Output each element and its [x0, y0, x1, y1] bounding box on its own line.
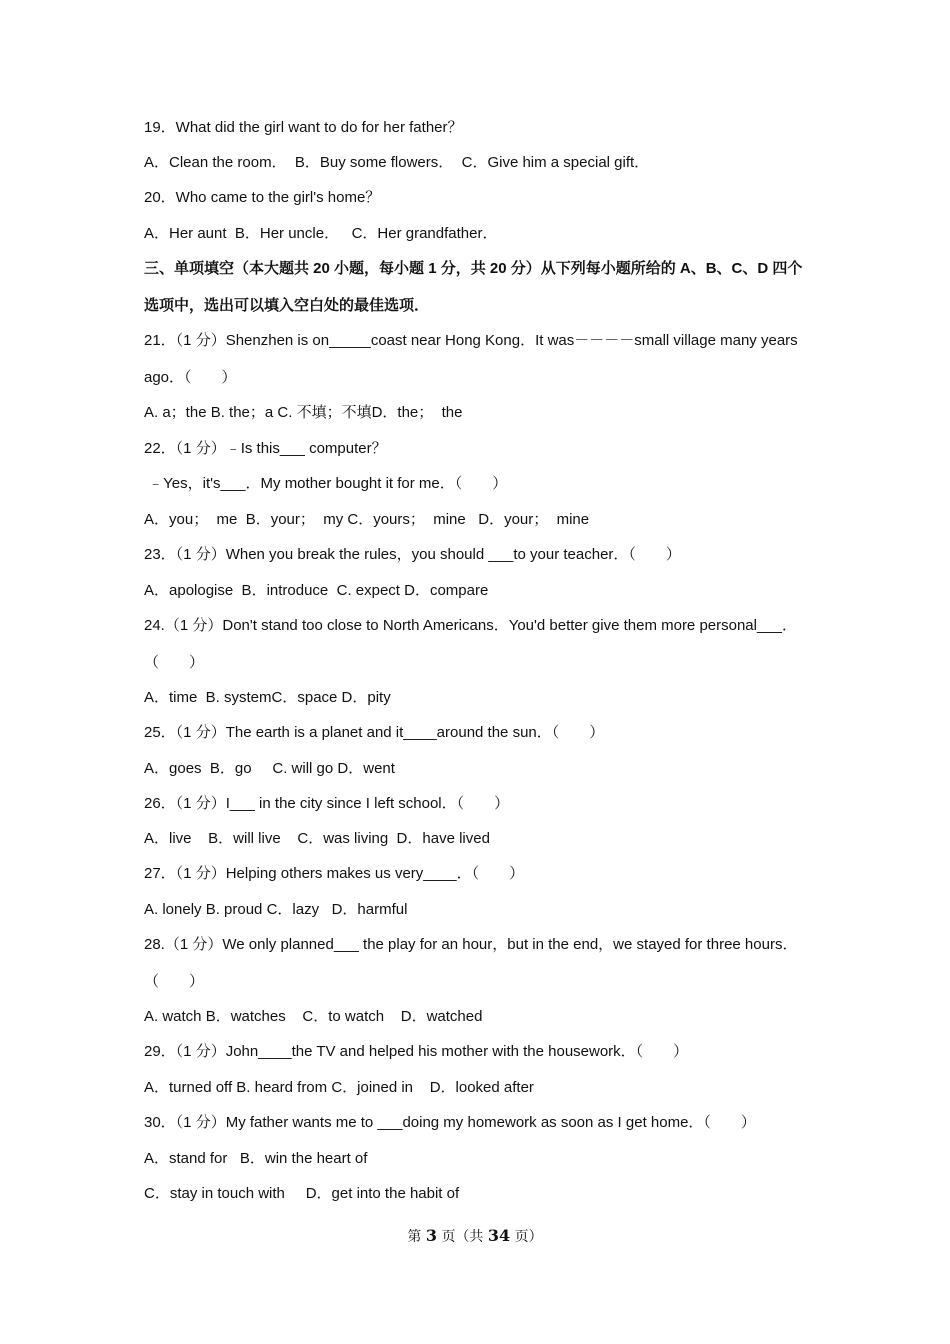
question-24: 24.（1 分）Don't stand too close to North Americans．You'd better give them more personal___．: [144, 617, 798, 634]
question-28: 28.（1 分）We only planned___ the play for an hour，but in the end，we stayed for three hours．: [144, 936, 798, 953]
footer-prefix: 第: [407, 1229, 422, 1245]
page-number: 3: [425, 1226, 437, 1245]
options-27: A. lonely B. proud C．lazy D．harmful: [144, 901, 408, 918]
options-19: A．Clean the room． B．Buy some flowers． C．Give him a special gift．: [144, 154, 650, 171]
footer-suffix: 页）: [514, 1229, 543, 1245]
question-26: 26．（1 分）I___ in the city since I left school．（ ）: [144, 795, 510, 812]
question-21: 21．（1 分）Shenzhen is on_____coast near Hong Kong．It was－－－－small village many years: [144, 332, 798, 349]
question-25: 25．（1 分）The earth is a planet and it____around the sun．（ ）: [144, 724, 605, 741]
section-heading-line-2: 选项中，选出可以填入空白处的最佳选项．: [144, 297, 430, 314]
question-29: 29．（1 分）John____the TV and helped his mother with the housework．（ ）: [144, 1043, 689, 1060]
question-22: 22．（1 分）﹣Is this___ computer？: [144, 440, 387, 457]
options-22: A．you； me B．your； my C．yours； mine D．your； mine: [144, 511, 590, 528]
options-28: A. watch B．watches C．to watch D．watched: [144, 1008, 483, 1025]
question-27: 27．（1 分）Helping others makes us very____．（ ）: [144, 865, 525, 882]
footer-middle: 页（共: [441, 1229, 484, 1245]
options-30-line-1: A．stand for B．win the heart of: [144, 1150, 368, 1167]
question-23: 23．（1 分）When you break the rules，you should ___to your teacher．（ ）: [144, 546, 681, 563]
question-20: 20．Who came to the girl's home？: [144, 189, 381, 206]
options-20: A．Her aunt B．Her uncle． C．Her grandfather．: [144, 225, 498, 242]
total-pages: 34: [487, 1226, 511, 1245]
question-19: 19．What did the girl want to do for her father？: [144, 119, 463, 136]
question-28-cont: （ ）: [144, 973, 205, 990]
options-21: A. a；the B. the；a C. 不填；不填D．the； the: [144, 404, 463, 421]
options-25: A．goes B．go C. will go D．went: [144, 760, 395, 777]
question-24-cont: （ ）: [144, 654, 205, 671]
section-heading-line-1: 三、单项填空（本大题共 20 小题，每小题 1 分，共 20 分）从下列每小题所给的 A、B、C、D 四个: [144, 260, 803, 277]
question-22-reply: ﹣Yes，it's___．My mother bought it for me．（ ）: [144, 475, 508, 492]
options-29: A．turned off B. heard from C．joined in D．looked after: [144, 1079, 534, 1096]
options-30-line-2: C．stay in touch with D．get into the habit of: [144, 1185, 460, 1202]
page-footer: [0, 1226, 950, 1247]
question-21-cont: ago．（ ）: [144, 369, 237, 386]
options-26: A．live B．will live C．was living D．have lived: [144, 830, 490, 847]
question-30: 30．（1 分）My father wants me to ___doing my homework as soon as I get home．（ ）: [144, 1114, 756, 1131]
options-23: A．apologise B．introduce C. expect D．compare: [144, 582, 489, 599]
options-24: A．time B. systemC．space D．pity: [144, 689, 391, 706]
